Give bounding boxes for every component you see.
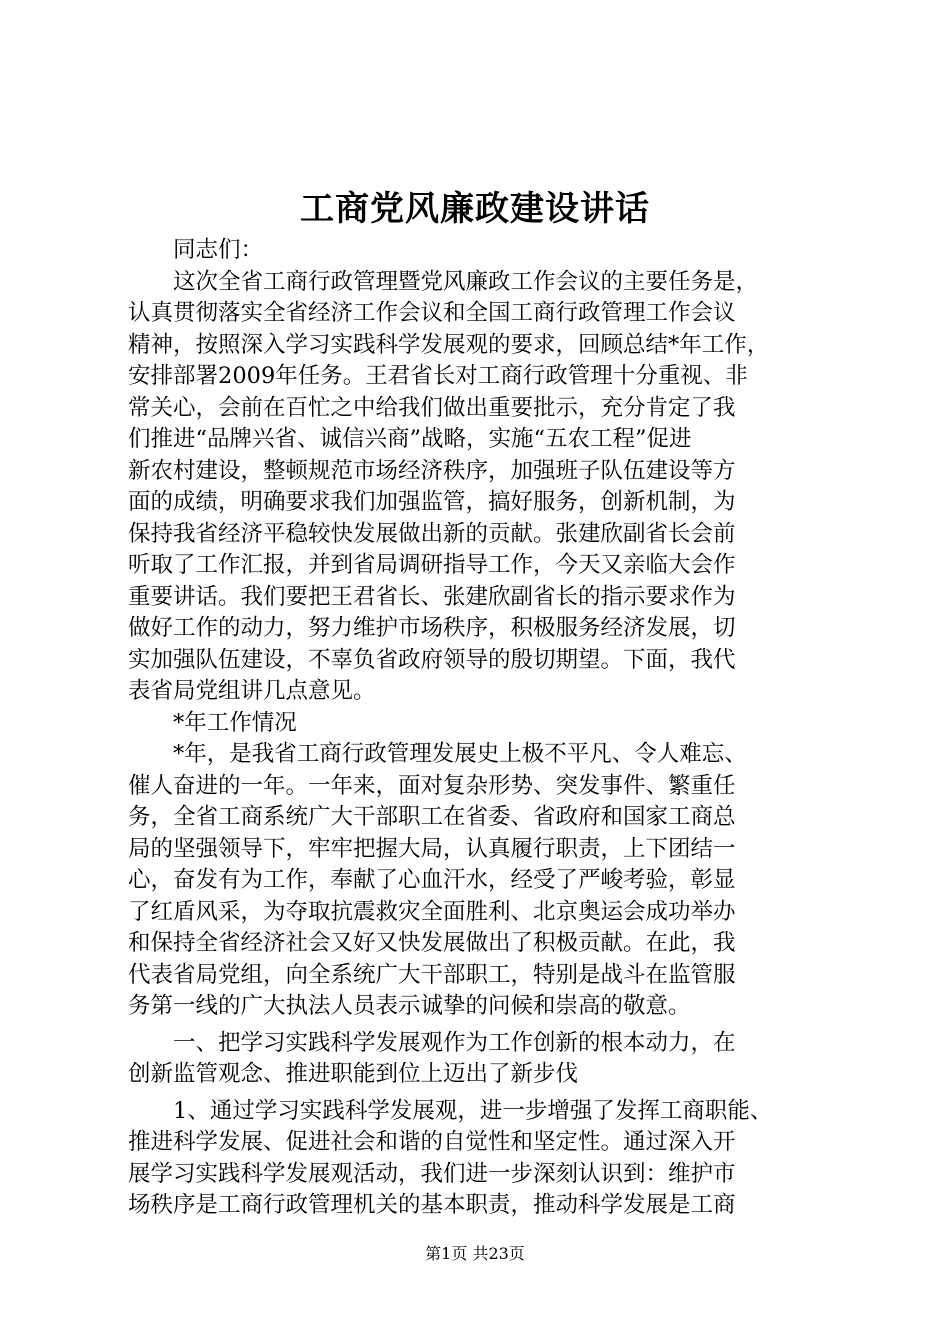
- text-line: 这次全省工商行政管理暨党风廉政工作会议的主要任务是，: [128, 268, 759, 295]
- text-line: 务第一线的广大执法人员表示诚挚的问候和崇高的敬意。: [128, 993, 691, 1019]
- section-heading: 创新监管观念、推进职能到位上迈出了新步伐: [128, 1061, 579, 1087]
- text-line: 重要讲话。我们要把王君省长、张建欣副省长的指示要求作为: [128, 583, 736, 610]
- text-line: 听取了工作汇报，并到省局调研指导工作，今天又亲临大会作: [128, 552, 736, 578]
- text-line: 心，奋发有为工作，奉献了心血汗水，经受了严峻考验，彰显: [128, 867, 736, 893]
- document-title: 工商党风廉政建设讲话: [300, 189, 650, 229]
- text-line: 常关心，会前在百忙之中给我们做出重要批示，充分肯定了我: [128, 394, 736, 421]
- text-line: 面的成绩，明确要求我们加强监管，搞好服务，创新机制，为: [128, 489, 736, 515]
- text-line: 们推进“品牌兴省、诚信兴商”战略，实施“五农工程”促进: [128, 426, 692, 452]
- text-line: 代表省局党组，向全系统广大干部职工，特别是战斗在监管服: [128, 961, 736, 988]
- text-line: 安排部署2009年任务。王君省长对工商行政管理十分重视、非: [128, 363, 748, 389]
- text-line: 展学习实践科学发展观活动，我们进一步深刻认识到：维护市: [128, 1160, 736, 1187]
- text-line: 精神，按照深入学习实践科学发展观的要求，回顾总结*年工作，: [128, 331, 770, 358]
- text-line: *年，是我省工商行政管理发展史上极不平凡、令人难忘、: [128, 741, 747, 767]
- text-line: 1、通过学习实践科学发展观，进一步增强了发挥工商职能、: [128, 1097, 773, 1124]
- document-body: [128, 235, 856, 1222]
- text-line: 了红盾风采，为夺取抗震救灾全面胜利、北京奥运会成功举办: [128, 898, 736, 925]
- text-line: 实加强队伍建设，不辜负省政府领导的殷切期望。下面，我代: [128, 646, 736, 673]
- text-line: 保持我省经济平稳较快发展做出新的贡献。张建欣副省长会前: [128, 520, 736, 547]
- text-line: 做好工作的动力，努力维护市场秩序，积极服务经济发展，切: [128, 615, 736, 641]
- page-number: 第1页 共23页: [425, 1244, 525, 1263]
- text-line: 新农村建设，整顿规范市场经济秩序，加强班子队伍建设等方: [128, 457, 736, 484]
- text-line: 推进科学发展、促进社会和谐的自觉性和坚定性。通过深入开: [128, 1129, 736, 1155]
- section-heading: 一、把学习实践科学发展观作为工作创新的根本动力，在: [128, 1029, 736, 1056]
- text-line: 表省局党组讲几点意见。: [128, 678, 376, 704]
- text-line: 同志们：: [128, 237, 264, 263]
- text-line: 认真贯彻落实全省经济工作会议和全国工商行政管理工作会议: [128, 300, 736, 326]
- text-line: 局的坚强领导下，牢牢把握大局，认真履行职责，上下团结一: [128, 835, 736, 862]
- text-line: 催人奋进的一年。一年来，面对复杂形势、突发事件、繁重任: [128, 772, 736, 799]
- section-heading: *年工作情况: [128, 709, 297, 736]
- text-line: 务，全省工商系统广大干部职工在省委、省政府和国家工商总: [128, 804, 736, 830]
- text-line: 场秩序是工商行政管理机关的基本职责，推动科学发展是工商: [128, 1192, 736, 1218]
- text-line: 和保持全省经济社会又好又快发展做出了积极贡献。在此，我: [128, 930, 736, 956]
